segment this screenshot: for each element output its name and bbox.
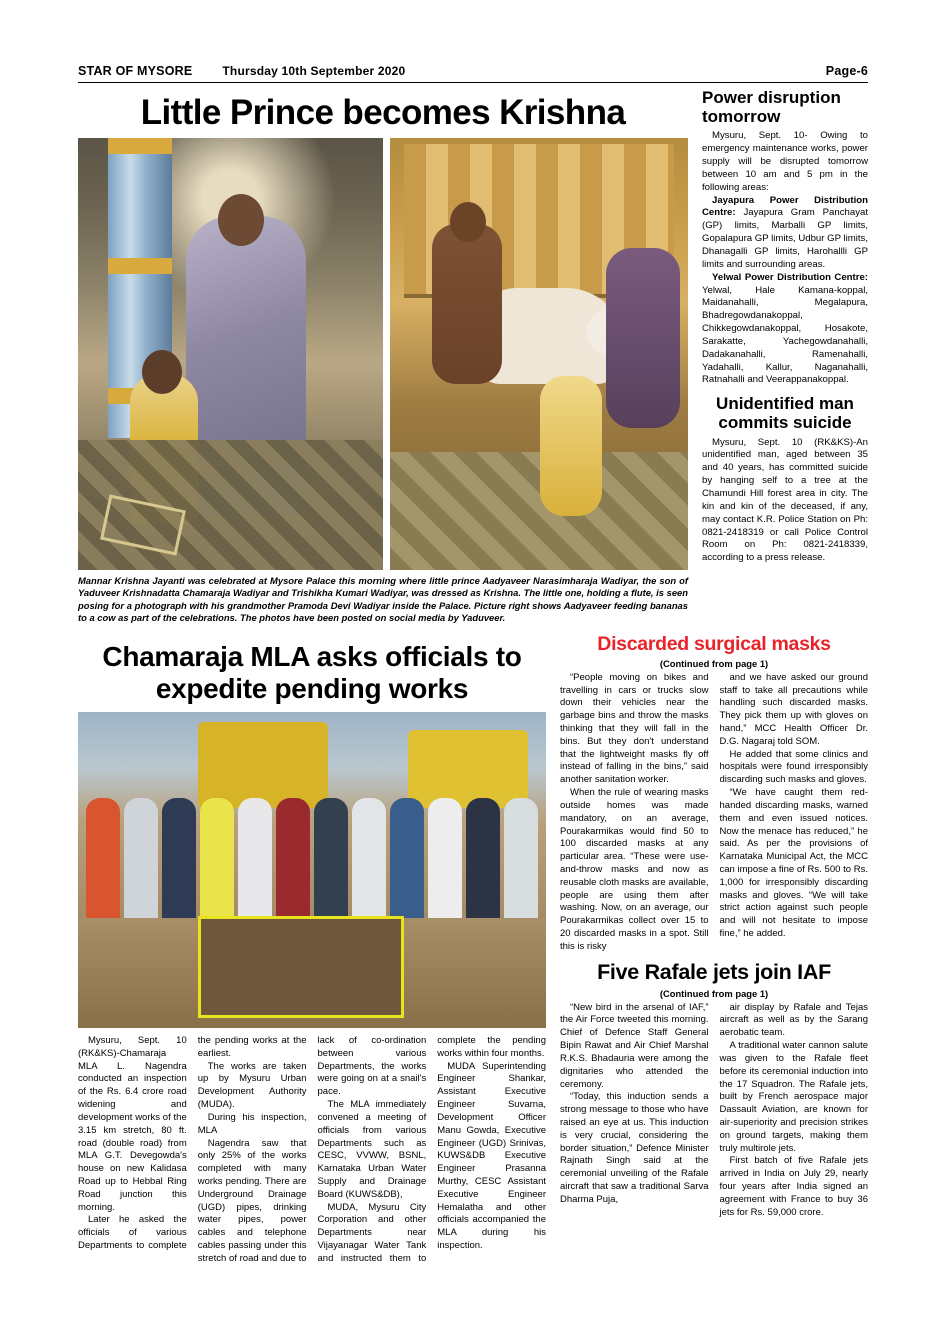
issue-date: Thursday 10th September 2020: [222, 64, 406, 78]
sidebar-story2-para-1: Mysuru, Sept. 10 (RK&KS)-An unidentified man, aged between 35 and 40 years, has committed suicide by hanging self to a tree at the Chamundi Hill forest area in city. The kin and kin of the deceased, if any, may contact K.R. Police Station on Ph: 0821-2418319 or call Police Control Room on Ph: 0821-2418339, according to a press release.: [702, 436, 868, 564]
masthead-left: [78, 64, 405, 78]
mla-para-4: During his inspection, MLA: [197, 1111, 307, 1136]
sidebar-story1-para-2: Jayapura Power Distribution Centre: Jayapura Gram Panchayat (GP) limits, Marballi GP limits, Gopalapura GP limits, Udbur GP limits, Dhanagalli GP limits, Harohallli GP limits and surrounding areas.: [702, 194, 868, 270]
page-number: Page-6: [825, 64, 868, 78]
masks-para-1: “People moving on bikes and travelling in cars or trucks slow down their vehicles near the garbage bins and throw the masks thinking that they will fall in the bins. But they don't understand that the lightweight masks fly off instead of falling in the bins,” said another sanitation worker.: [560, 671, 709, 786]
mla-story: [78, 634, 546, 1265]
mla-para-6: The MLA immediately convened a meeting of officials from various Departments such as CESC, VVWW, BSNL, Karnataka Urban Water Supply and Drainage Board (KUWS&DB),: [317, 1099, 427, 1200]
mla-para-8: MUDA Superintending Engineer Shankar, Assistant Executive Engineer Suvarna, Development Officer Manu Gowda, Executive Engineer (UGD) Srinivas, KUWS&DB Executive Engineer Prasanna Murthy, CESC Assistant Executive Engineer Hemalatha and other officials accompanied the MLA during his inspection.: [437, 1060, 546, 1252]
rafale-para-2: “Today, this induction sends a strong message to those who have raised an eye at us. This induction is very crucial, considering the border situation,” Defence Minister Rajnath Singh said at the ceremonial unveiling of the Rafale aircraft that saw a traditional Sarva Dharma Puja,: [560, 1091, 709, 1205]
mla-para-3: The works are taken up by Mysuru Urban Development Authority (MUDA).: [197, 1060, 307, 1111]
figure-child: [540, 376, 602, 516]
mla-body-columns: [78, 1035, 546, 1266]
rafale-para-1: “New bird in the arsenal of IAF,” the Air Force tweeted this morning. Chief of Defence Staff General Bipin Rawat and Air Chief Marshal R.K.S. Bhadauria were among the dignitaries who attended the ceremony.: [560, 1001, 709, 1090]
figure-grandmother-head: [218, 194, 264, 246]
figure-man-head: [450, 202, 486, 242]
rafale-para-3: air display by Rafale and Tejas aircraft as well as by the Sarang aerobatic team.: [719, 1001, 868, 1039]
mla-para-2: Later he asked the officials of various Departments to complete the pending works at the earliest.: [78, 1035, 307, 1252]
masthead: [78, 64, 868, 82]
road-trench-barricade: [198, 916, 404, 1018]
photo-prince-with-grandmother: [78, 138, 383, 570]
masks-body-columns: [560, 672, 868, 954]
rafale-para-5: First batch of five Rafale jets arrived in India on July 29, nearly four years after India signed an agreement with France to buy 36 jets for Rs. 59,000 crore.: [719, 1155, 868, 1218]
rafale-headline: Five Rafale jets join IAF: [597, 959, 831, 984]
mla-para-7: MUDA, Mysuru City Corporation and other Departments near Vijayanagar Water Tank and instructed them to complete the pending works within four months.: [317, 1035, 546, 1264]
lead-story: [78, 89, 688, 624]
rafale-body-columns: [560, 1002, 868, 1220]
masks-continued-note: (Continued from page 1): [659, 657, 769, 669]
sidebar-story2: [702, 395, 868, 565]
right-stories: [560, 634, 868, 1265]
palace-floor-2: [390, 452, 688, 570]
top-section: [78, 89, 868, 624]
photo-road-inspection: [78, 712, 546, 1028]
photo-prince-feeding-cow: [390, 138, 688, 570]
page-content: [78, 64, 868, 1266]
rafale-para-4: A traditional water cannon salute was given to the Rafale fleet before its ceremonial induction into the 17 Squadron. The Rafale jets, built by French aerospace major Dassault Aviation, are known for air-superiority and precision strikes on ground targets, making them truly multirole jets.: [719, 1040, 868, 1154]
figure-prince-head: [142, 350, 182, 394]
sidebar-story1-headline: Power disruption tomorrow: [702, 88, 841, 126]
lead-photo-caption: Mannar Krishna Jayanti was celebrated at Mysore Palace this morning where little prince Aadyaveer Narasimharaja Wadiyar, the son of Yaduveer Krishnadatta Chamaraja Wadiyar and Trishikha Kumari Wadiyar, was dressed as Krishna. The little one, holding a flute, is seen posing for a photograph with his grandmother Pramoda Devi Wadiyar inside the Palace. Picture right shows Aadyaveer feeding bananas to a cow as part of the celebrations. The photos have been posted on social media by Yaduveer.: [78, 574, 688, 623]
sidebar-story2-headline: Unidentified man commits suicide: [716, 394, 854, 432]
masks-para-2: When the rule of wearing masks outside homes was made mandatory, on an average, Pourakarmikas would find 50 to 100 discarded masks at any particular area. “These were use-and-throw masks and now as reusable cloth masks are available, people are using them after washing. Now, on an average, our Pourakarmikas collect over 15 to 20 discarded masks in a spot. Still this is risky: [560, 787, 709, 952]
sidebar-story1-para-3: Yelwal Power Distribution Centre: Yelwal, Hale Kamana-koppal, Maidanahalli, Megalapura, Bhadregowdanakoppal, Chikkegowdanakoppal, Hosakote, Sarakatte, Yachegowdanahalli, Dadakanahalli, Ramenahalli, Yadahalli, Kallur, Naganahalli, Ratnahalli and Veerappanakoppal.: [702, 271, 868, 386]
sidebar-column: [702, 89, 868, 624]
masks-headline: Discarded surgical masks: [597, 633, 831, 656]
masks-para-5: “We have caught them red-handed discarding masks, warned them and even issued notices. Now the menace has reduced,” he said. As per the provisions of Karnataka Municipal Act, the MCC can impose a fine of Rs. 500 to Rs. 1,000 for irresponsibly discarding masks and gloves. “We will take strict action against such people and will not hesitate to impose fine,” he added.: [719, 787, 868, 940]
mla-para-1: Mysuru, Sept. 10 (RK&KS)-Chamaraja MLA L. Nagendra conducted an inspection of the Rs. 6.4 crore road widening and development works of the 3.15 km stretch, 80 ft. road (double road) from MLA G.T. Devegowda's house on new Kalidasa Road up to Hebbal Ring Road junction this morning.: [78, 1035, 187, 1213]
masks-para-4: He added that some clinics and hospitals were found irresponsibly discarding such masks and gloves.: [719, 748, 868, 786]
lead-headline: Little Prince becomes Krishna: [140, 93, 626, 132]
mla-para-5: Nagendra saw that only 25% of the works completed with many works pending. There are Underground Drainage (UGD) pipes, drinking water pipes, power cables and telephone cables passing under this stretch of road and due to lack of co-ordination between various Departments, the works were going on at a snail's pace.: [197, 1035, 427, 1264]
lower-section: [78, 634, 868, 1265]
rafale-continued-note: (Continued from page 1): [659, 987, 769, 999]
sidebar-story1-para-1: Mysuru, Sept. 10- Owing to emergency maintenance works, power supply will be disrupted tomorrow between 10 am and 5 pm in the following areas:: [702, 130, 868, 193]
excavator-2: [408, 730, 528, 808]
masks-para-3: and we have asked our ground staff to take all precautions while handling such discarded masks. They pick them up with gloves on hand,” MCC Health Officer Dr. D.G. Nagaraj told SOM.: [719, 671, 868, 747]
mla-headline: Chamaraja MLA asks officials to expedite pending works: [102, 641, 522, 704]
excavator-1: [198, 722, 328, 808]
masthead-rule: [78, 82, 868, 83]
figure-woman: [606, 248, 680, 428]
figure-man: [432, 224, 502, 384]
lead-photo-row: [78, 138, 688, 570]
paper-title: STAR OF MYSORE: [78, 64, 193, 78]
